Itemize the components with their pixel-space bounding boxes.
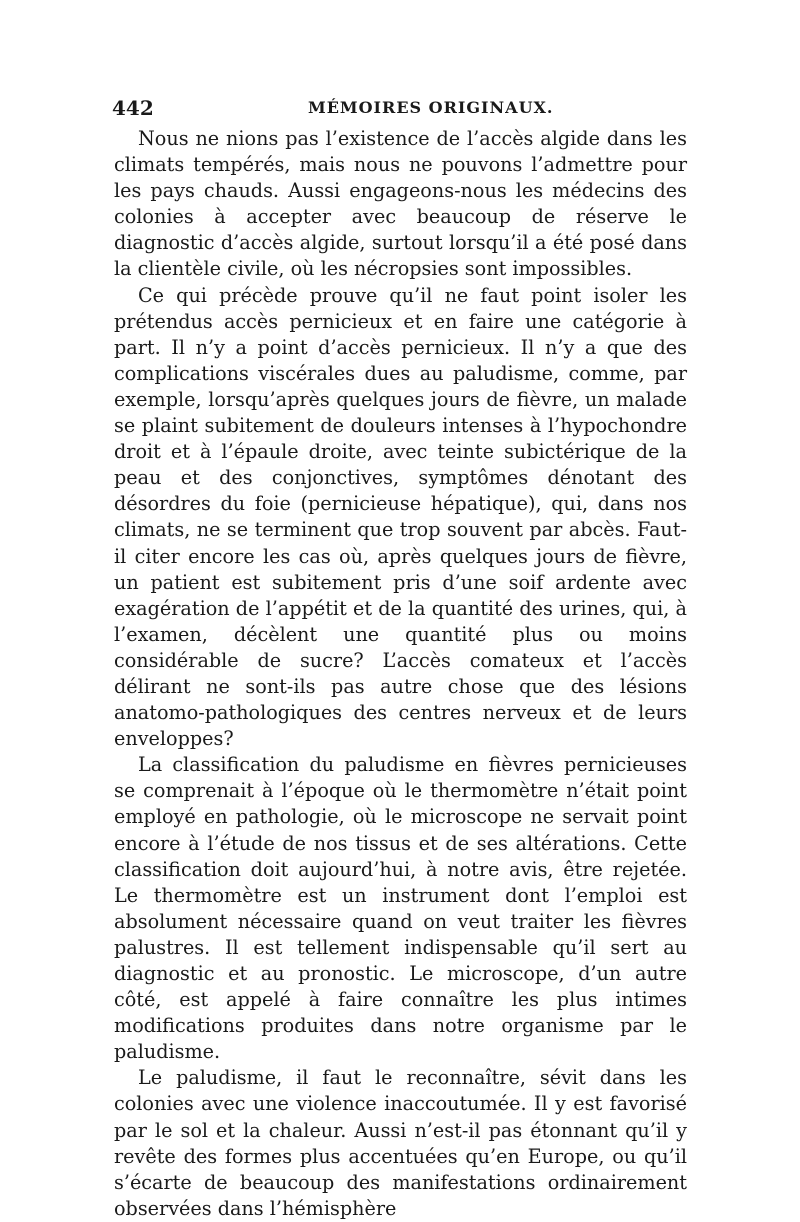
paragraph-3: La classification du paludisme en fièvres pernicieuses se comprenait à l’époque où le thermomètre n’était point employé en pathologie, où le microscope ne servait point encore à l’étude de nos tissus et de ses altérations. Cette classification doit aujourd’hui, à notre avis, être rejetée. Le thermomètre est un instrument dont l’emploi est absolument nécessaire quand on veut traiter les fièvres palustres. Il est tellement indispensable qu’il sert au diagnostic et au pronostic. Le microscope, d’un autre côté, est appelé à faire connaître les plus intimes modifications produites dans notre organisme par le paludisme. [114,753,687,1064]
body-text [114,126,687,1222]
paragraph-1: Nous ne nions pas l’existence de l’accès algide dans les climats tempérés, mais nous ne pouvons l’admettre pour les pays chauds. Aussi engageons-nous les médecins des colonies à accepter avec beaucoup de réserve le diagnostic d’accès algide, surtout lorsqu’il a été posé dans la clientèle civile, où les nécropsies sont impossibles. [114,127,687,281]
running-head: MÉMOIRES ORIGINAUX. [308,98,554,117]
page-number: 442 [112,96,154,120]
paragraph-4: Le paludisme, il faut le reconnaître, sévit dans les colonies avec une violence inaccoutumée. Il y est favorisé par le sol et la chaleur. Aussi n’est-il pas étonnant qu’il y revête des formes plus accentuées qu’en Europe, ou qu’il s’écarte de beaucoup des manifestations ordinairement observées dans l’hémisphère [114,1066,687,1220]
page-header [112,96,687,122]
paragraph-2: Ce qui précède prouve qu’il ne faut point isoler les prétendus accès pernicieux et en faire une catégorie à part. Il n’y a point d’accès pernicieux. Il n’y a que des complications viscérales dues au paludisme, comme, par exemple, lorsqu’après quelques jours de fièvre, un malade se plaint subitement de douleurs intenses à l’hypochondre droit et à l’épaule droite, avec teinte subictérique de la peau et des conjonctives, symptômes dénotant des désordres du foie (pernicieuse hépatique), qui, dans nos climats, ne se terminent que trop souvent par abcès. Faut-il citer encore les cas où, après quelques jours de fièvre, un patient est subitement pris d’une soif ardente avec exagération de l’appétit et de la quantité des urines, qui, à l’examen, décèlent une quantité plus ou moins considérable de sucre? L’accès comateux et l’accès délirant ne sont-ils pas autre chose que des lésions anatomo-pathologiques des centres nerveux et de leurs enveloppes? [114,283,687,751]
